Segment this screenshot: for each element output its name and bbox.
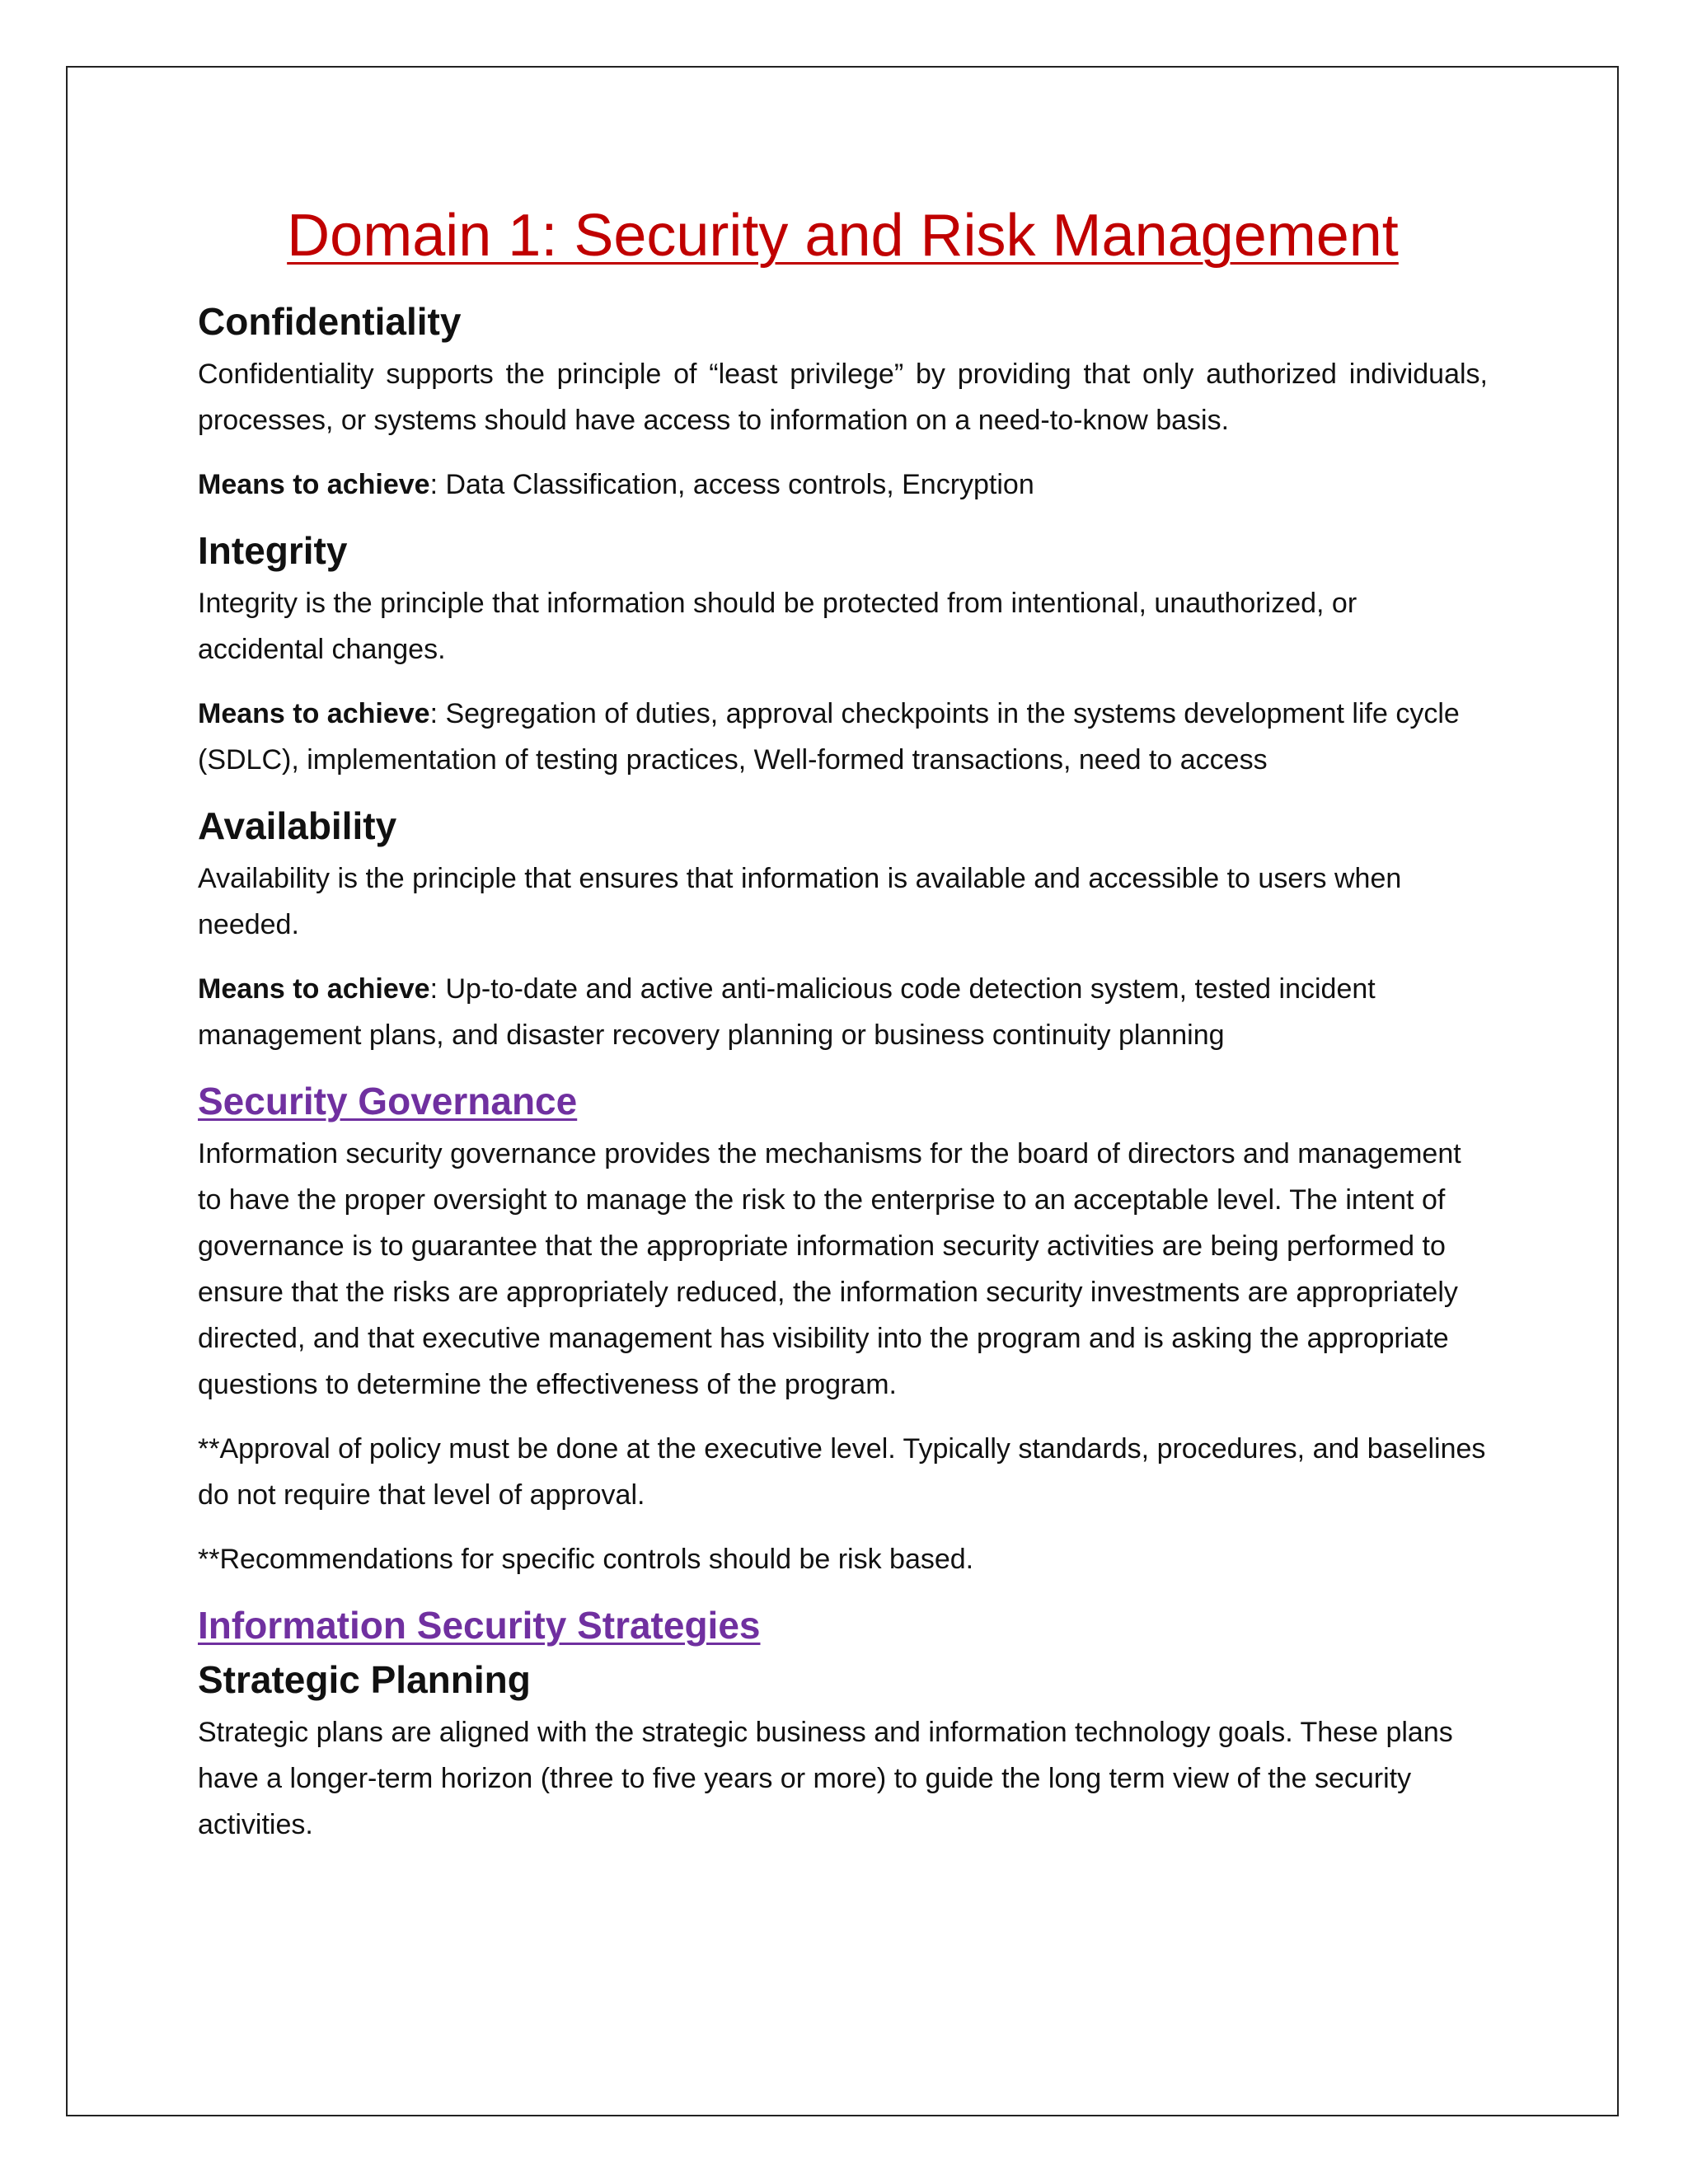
document-body <box>198 198 1488 1863</box>
availability-body: Availability is the principle that ensures that information is available and accessible to users when needed. <box>198 863 1402 940</box>
governance-note-policy-approval: **Approval of policy must be done at the executive level. Typically standards, procedures, and baselines do not require that level of approval. <box>198 1433 1486 1511</box>
security-governance-heading: Security Governance <box>198 1080 578 1122</box>
confidentiality-body: Confidentiality supports the principle of “least privilege” by providing that only authorized individuals, processes, or systems should have access to information on a need-to-know basis. <box>198 359 1488 436</box>
document-title: Domain 1: Security and Risk Management <box>287 203 1399 269</box>
integrity-heading: Integrity <box>198 529 348 572</box>
availability-heading: Availability <box>198 804 397 847</box>
means-label: Means to achieve <box>198 698 430 729</box>
strategic-planning-body: Strategic plans are aligned with the strategic business and information technology goals. These plans have a longer-term horizon (three to five years or more) to guide the long term view of the security activities. <box>198 1717 1453 1840</box>
security-governance-body: Information security governance provides the mechanisms for the board of directors and management to have the proper oversight to manage the risk to the enterprise to an acceptable level. The intent of governance is to guarantee that the appropriate information security activities are being performed to ensure that the risks are appropriately reduced, the information security investments are appropriately directed, and that executive management has visibility into the program and is asking the appropriate questions to determine the effectiveness of the program. <box>198 1138 1461 1400</box>
confidentiality-heading: Confidentiality <box>198 300 462 343</box>
governance-note-risk-based: **Recommendations for specific controls should be risk based. <box>198 1544 974 1575</box>
confidentiality-means <box>198 462 1488 508</box>
availability-means-text: : Up-to-date and active anti-malicious code detection system, tested incident management plans, and disaster recovery planning or business continuity planning <box>198 973 1376 1051</box>
integrity-means <box>198 691 1488 783</box>
information-security-strategies-heading: Information Security Strategies <box>198 1604 761 1647</box>
strategic-planning-heading: Strategic Planning <box>198 1658 531 1701</box>
integrity-body: Integrity is the principle that information should be protected from intentional, unauthorized, or accidental changes. <box>198 588 1357 665</box>
confidentiality-means-text: : Data Classification, access controls, Encryption <box>429 469 1034 500</box>
means-label: Means to achieve <box>198 469 430 500</box>
integrity-means-text: : Segregation of duties, approval checkpoints in the systems development life cycle (SDLC), implementation of testing practices, Well-formed transactions, need to access <box>198 698 1460 776</box>
availability-means <box>198 966 1488 1058</box>
means-label: Means to achieve <box>198 973 430 1005</box>
